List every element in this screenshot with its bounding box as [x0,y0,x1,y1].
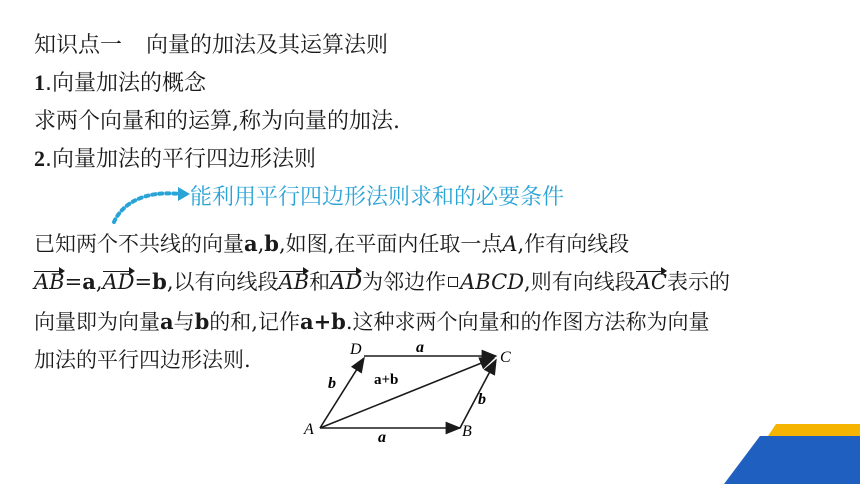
vector-ab: AB [34,270,65,294]
heading-2 [34,142,316,173]
vector-ad: AD [330,270,363,294]
p2-text-2: ,如图,在平面内任取一点 [278,232,503,256]
section-number: 知识点一 [34,33,123,58]
corner-yellow-band [768,424,860,436]
corner-decoration [720,424,860,484]
heading-2-text: .向量加法的平行四边形法则 [45,147,316,172]
diagonal-ac [320,358,494,428]
vector-ab: AB [278,270,310,294]
p4-text-3: 的和,记作 [209,310,300,334]
p2-text-3: ,作有向线段 [517,232,630,256]
vector-b: b [194,309,210,334]
annotation-arrow-icon [108,184,192,228]
p3-eq-1: = [64,270,83,294]
label-diagonal: a+b [374,372,399,388]
p3-text-4: ,则有向线段 [524,270,636,294]
heading-1 [34,66,206,97]
paragraph-2 [34,228,629,258]
edge-ad [320,358,364,428]
annotation-note: 能利用平行四边形法则求和的必要条件 [190,185,565,210]
vector-ad: AD [102,270,135,294]
p4-text-1: 向量即为向量 [34,310,160,334]
vector-a: a [82,269,96,294]
point-a: A [502,232,518,256]
paragraph-3 [34,266,730,296]
parallelogram-diagram [300,338,530,444]
vector-b: b [152,269,167,294]
label-a-point: A [304,421,314,438]
label-edge-left: b [328,375,336,392]
section-name: 向量的加法及其运算法则 [146,33,389,58]
heading-1-text: .向量加法的概念 [45,71,206,96]
p3-comma: , [95,270,103,294]
parallelogram-name: ABCD [460,270,525,294]
parallelogram-symbol-icon [448,277,458,287]
vector-a: a [244,231,258,256]
vector-b: b [264,231,279,256]
heading-1-number: 1 [34,70,45,95]
p3-text-3: 为邻边作 [362,270,447,294]
label-b-point: B [462,423,472,440]
paragraph-5: 加法的平行四边形法则. [34,348,251,372]
p2-text-1: 已知两个不共线的向量 [34,232,244,256]
paragraph-4 [34,306,710,336]
p2-comma: , [257,232,265,256]
label-edge-top: a [416,339,424,356]
heading-2-number: 2 [34,146,45,171]
paragraph-1: 求两个向量和的运算,称为向量的加法. [34,109,400,134]
corner-blue-band [724,436,860,484]
p3-text-5: 表示的 [666,270,730,294]
section-title [34,28,388,59]
p4-text-4: .这种求两个向量和的作图方法称为向量 [345,310,710,334]
p3-text-2: 和 [309,270,331,294]
label-c-point: C [500,349,511,366]
vector-ac: AC [635,270,667,294]
label-edge-right: b [478,391,486,408]
p3-eq-2: = [134,270,153,294]
p3-text-1: ,以有向线段 [166,270,279,294]
vector-sum: a+b [299,309,346,334]
label-d-point: D [350,341,362,358]
vector-a: a [160,309,174,334]
label-edge-bottom: a [378,429,386,444]
p4-text-2: 与 [173,310,195,334]
